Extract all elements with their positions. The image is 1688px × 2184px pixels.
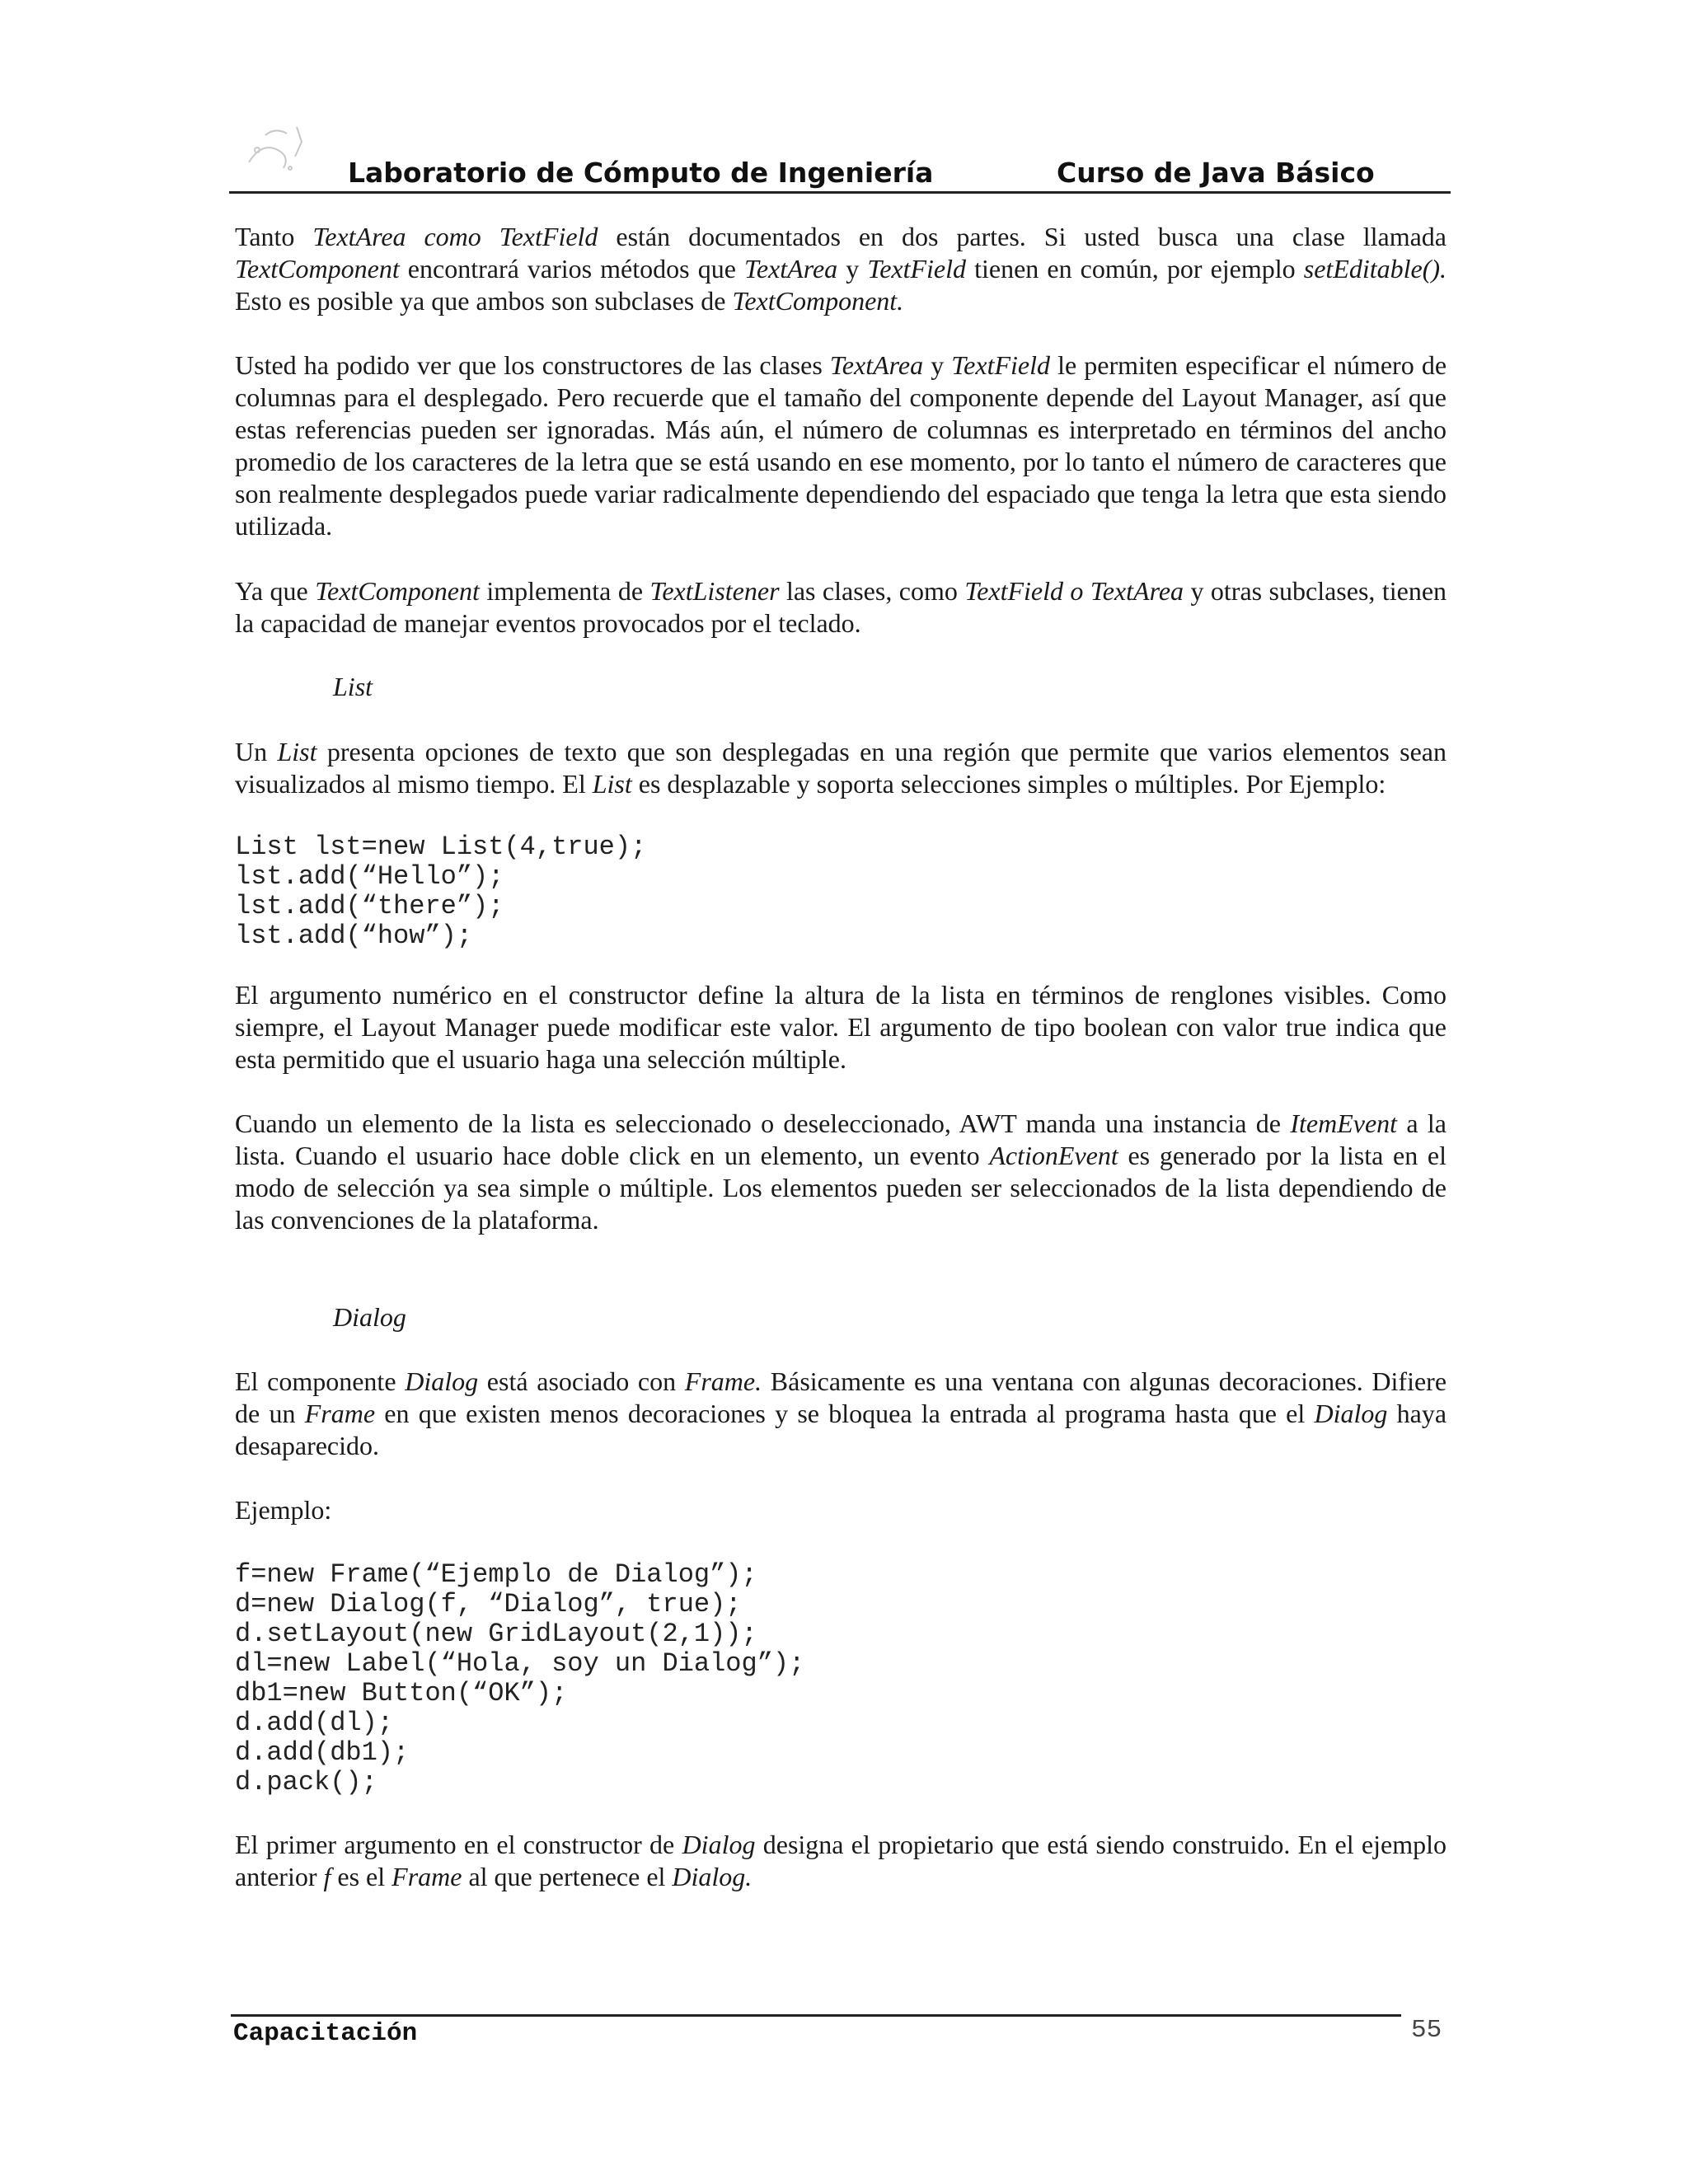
paragraph-dialog-owner	[235, 1829, 1447, 1893]
header-course-lab: Laboratorio de Cómputo de Ingeniería	[348, 157, 934, 189]
paragraph-list-intro	[235, 736, 1447, 800]
text-run: haya desaparecido.	[235, 1399, 1447, 1460]
italic-term: Frame	[304, 1399, 376, 1428]
italic-term: TextField	[951, 350, 1050, 380]
paragraph-textlistener	[235, 575, 1447, 640]
italic-term: TextComponent.	[732, 286, 904, 316]
italic-term: setEditable().	[1303, 254, 1447, 284]
italic-term: Dialog	[1314, 1399, 1388, 1428]
text-run: designa el propietario que está siendo construido. En el ejemplo anterior	[235, 1830, 1447, 1891]
paragraph-dialog-intro	[235, 1366, 1447, 1462]
italic-term: Dialog	[682, 1830, 756, 1859]
italic-term: TextArea	[743, 254, 838, 284]
text-run: al que pertenece el	[462, 1862, 673, 1891]
faded-logo-icon	[232, 117, 323, 183]
text-run: tienen en común, por ejemplo	[966, 254, 1304, 284]
text-run: es generado por la lista en el modo de selección ya sea simple o múltiple. Los elementos pueden ser seleccionados de la lista dependiendo de las convenciones de la plataforma.	[235, 1141, 1447, 1235]
text-run: es desplazable y soporta selecciones simples o múltiples. Por Ejemplo:	[631, 769, 1386, 799]
italic-term: Frame	[392, 1862, 462, 1891]
text-run: Un	[235, 737, 278, 766]
text-run: El argumento numérico en el constructor define la altura de la lista en términos de renglones visibles. Como siempre, el Layout Manager puede modificar este valor. El argumento de tipo boolean con valor true indica que esta permitido que el usuario haga una selección múltiple.	[235, 980, 1447, 1074]
text-run: le permiten especificar el número de columnas para el desplegado. Pero recuerde que el tamaño del componente depende del Layout Manager, así que estas referencias pueden ser ignoradas. Más aún, el número de columnas es interpretado en términos del ancho promedio de los caracteres de la letra que se está usando en ese momento, por lo tanto el número de caracteres que son realmente desplegados puede variar radicalmente dependiendo del espaciado que tenga la letra que esta siendo utilizada.	[235, 350, 1447, 541]
italic-term: TextField	[867, 254, 967, 284]
italic-term: f	[323, 1862, 331, 1891]
paragraph-columns	[235, 349, 1447, 542]
text-run: Básicamente es una ventana con algunas decoraciones. Difiere de un	[235, 1366, 1447, 1428]
italic-term: TextField o TextArea	[964, 576, 1184, 606]
paragraph-example-label	[235, 1494, 1447, 1526]
text-run: Usted ha podido ver que los constructores de las clases	[235, 350, 830, 380]
italic-term: TextArea como TextField	[312, 222, 598, 251]
text-run: y	[837, 254, 868, 284]
text-run: encontrará varios métodos que	[399, 254, 744, 284]
italic-term: ItemEvent	[1290, 1108, 1398, 1138]
paragraph-textcomponent	[235, 221, 1447, 317]
text-run: El primer argumento en el constructor de	[235, 1830, 682, 1859]
italic-term: List	[277, 737, 317, 766]
text-run: Cuando un elemento de la lista es seleccionado o deseleccionado, AWT manda una instancia de	[235, 1108, 1291, 1138]
text-run: las clases, como	[779, 576, 965, 606]
italic-term: Frame.	[684, 1366, 762, 1396]
text-run: Ya que	[235, 576, 316, 606]
text-run: y	[923, 350, 952, 380]
text-run: presenta opciones de texto que son desplegadas en una región que permite que varios elementos sean visualizados al mismo tiempo. El	[235, 737, 1447, 799]
italic-term: TextArea	[829, 350, 924, 380]
paragraph-list-events	[235, 1108, 1447, 1236]
italic-term: TextComponent	[235, 254, 400, 284]
text-run: Ejemplo:	[235, 1495, 332, 1525]
footer-label: Capacitación	[233, 2019, 418, 2048]
page-number: 55	[1411, 2016, 1442, 2045]
text-run: y otras subclases, tienen la capacidad de manejar eventos provocados por el teclado.	[235, 576, 1447, 638]
subheading-list: List	[333, 672, 373, 701]
italic-term: Dialog.	[672, 1862, 753, 1891]
italic-term: TextComponent	[315, 576, 480, 606]
text-run: está asociado con	[478, 1366, 685, 1396]
text-run: implementa de	[479, 576, 650, 606]
code-list-example: List lst=new List(4,true); lst.add(“Hello”); lst.add(“there”); lst.add(“how”);	[235, 832, 647, 951]
text-run: a la lista. Cuando el usuario hace doble click en un elemento, un evento	[235, 1108, 1447, 1170]
text-run: Esto es posible ya que ambos son subclases de	[235, 286, 733, 316]
subheading-dialog: Dialog	[333, 1302, 406, 1332]
header-course-title: Curso de Java Básico	[1057, 157, 1375, 189]
paragraph-list-constructor	[235, 979, 1447, 1076]
italic-term: List	[592, 769, 632, 799]
italic-term: TextListener	[649, 576, 780, 606]
text-run: es el	[331, 1862, 392, 1891]
code-dialog-example: f=new Frame(“Ejemplo de Dialog”); d=new Dialog(f, “Dialog”, true); d.setLayout(new GridLayout(2,1)); dl=new Label(“Hola, soy un Dialog”); db1=new Button(“OK”); d.add(dl); d.add(db1); d.pack();	[235, 1559, 805, 1797]
italic-term: ActionEvent	[989, 1141, 1118, 1170]
text-run: Tanto	[235, 222, 313, 251]
header-divider	[229, 191, 1451, 194]
text-run: están documentados en dos partes. Si usted busca una clase llamada	[598, 222, 1447, 251]
italic-term: Dialog	[405, 1366, 479, 1396]
footer-divider	[231, 2014, 1401, 2017]
text-run: El componente	[235, 1366, 406, 1396]
text-run: en que existen menos decoraciones y se bloquea la entrada al programa hasta que el	[375, 1399, 1315, 1428]
